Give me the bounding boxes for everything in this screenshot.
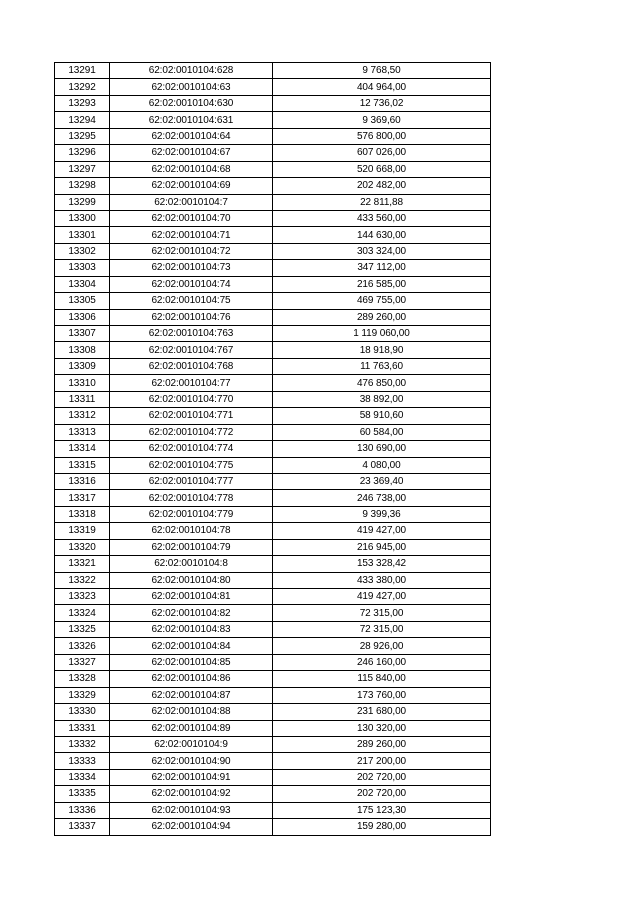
cadastral-value-cell: 130 320,00	[273, 720, 491, 736]
cadastral-number-cell: 62:02:0010104:7	[110, 194, 273, 210]
table-row	[55, 128, 491, 144]
cadastral-number-cell: 62:02:0010104:87	[110, 687, 273, 703]
cadastral-number-cell: 62:02:0010104:90	[110, 753, 273, 769]
cadastral-value-cell: 419 427,00	[273, 589, 491, 605]
cadastral-number-cell: 62:02:0010104:8	[110, 556, 273, 572]
table-row	[55, 589, 491, 605]
cadastral-value-cell: 4 080,00	[273, 457, 491, 473]
table-body	[55, 63, 491, 836]
cadastral-number-cell: 62:02:0010104:777	[110, 473, 273, 489]
row-number-cell: 13317	[55, 490, 110, 506]
row-number-cell: 13334	[55, 769, 110, 785]
cadastral-number-cell: 62:02:0010104:91	[110, 769, 273, 785]
cadastral-value-cell: 404 964,00	[273, 79, 491, 95]
cadastral-value-cell: 72 315,00	[273, 605, 491, 621]
cadastral-value-cell: 144 630,00	[273, 227, 491, 243]
table-row	[55, 457, 491, 473]
cadastral-number-cell: 62:02:0010104:767	[110, 342, 273, 358]
cadastral-number-cell: 62:02:0010104:630	[110, 95, 273, 111]
cadastral-value-cell: 202 720,00	[273, 769, 491, 785]
table-row	[55, 342, 491, 358]
row-number-cell: 13305	[55, 293, 110, 309]
table-row	[55, 112, 491, 128]
cadastral-value-cell: 576 800,00	[273, 128, 491, 144]
cadastral-number-cell: 62:02:0010104:94	[110, 819, 273, 835]
cadastral-number-cell: 62:02:0010104:628	[110, 63, 273, 79]
cadastral-value-cell: 607 026,00	[273, 145, 491, 161]
table-row	[55, 753, 491, 769]
row-number-cell: 13319	[55, 523, 110, 539]
row-number-cell: 13335	[55, 786, 110, 802]
table-row	[55, 506, 491, 522]
table-row	[55, 786, 491, 802]
cadastral-number-cell: 62:02:0010104:67	[110, 145, 273, 161]
row-number-cell: 13324	[55, 605, 110, 621]
cadastral-value-cell: 419 427,00	[273, 523, 491, 539]
row-number-cell: 13323	[55, 589, 110, 605]
cadastral-number-cell: 62:02:0010104:93	[110, 802, 273, 818]
table-row	[55, 523, 491, 539]
row-number-cell: 13302	[55, 243, 110, 259]
cadastral-number-cell: 62:02:0010104:770	[110, 391, 273, 407]
cadastral-value-cell: 130 690,00	[273, 441, 491, 457]
row-number-cell: 13295	[55, 128, 110, 144]
cadastral-number-cell: 62:02:0010104:779	[110, 506, 273, 522]
row-number-cell: 13327	[55, 654, 110, 670]
cadastral-number-cell: 62:02:0010104:70	[110, 210, 273, 226]
cadastral-number-cell: 62:02:0010104:76	[110, 309, 273, 325]
cadastral-value-cell: 469 755,00	[273, 293, 491, 309]
cadastral-value-cell: 9 369,60	[273, 112, 491, 128]
row-number-cell: 13296	[55, 145, 110, 161]
cadastral-number-cell: 62:02:0010104:9	[110, 736, 273, 752]
row-number-cell: 13321	[55, 556, 110, 572]
cadastral-number-cell: 62:02:0010104:80	[110, 572, 273, 588]
table-row	[55, 736, 491, 752]
row-number-cell: 13291	[55, 63, 110, 79]
row-number-cell: 13301	[55, 227, 110, 243]
table-row	[55, 210, 491, 226]
cadastral-value-cell: 202 482,00	[273, 178, 491, 194]
cadastral-value-cell: 520 668,00	[273, 161, 491, 177]
cadastral-value-cell: 433 380,00	[273, 572, 491, 588]
table-row	[55, 819, 491, 835]
cadastral-number-cell: 62:02:0010104:775	[110, 457, 273, 473]
cadastral-value-cell: 476 850,00	[273, 375, 491, 391]
cadastral-value-cell: 60 584,00	[273, 424, 491, 440]
cadastral-value-cell: 217 200,00	[273, 753, 491, 769]
cadastral-value-cell: 28 926,00	[273, 638, 491, 654]
table-row	[55, 473, 491, 489]
row-number-cell: 13330	[55, 704, 110, 720]
cadastral-value-table	[54, 62, 491, 836]
table-row	[55, 79, 491, 95]
table-row	[55, 293, 491, 309]
row-number-cell: 13322	[55, 572, 110, 588]
row-number-cell: 13313	[55, 424, 110, 440]
row-number-cell: 13308	[55, 342, 110, 358]
table-row	[55, 802, 491, 818]
cadastral-number-cell: 62:02:0010104:77	[110, 375, 273, 391]
cadastral-number-cell: 62:02:0010104:83	[110, 621, 273, 637]
cadastral-number-cell: 62:02:0010104:85	[110, 654, 273, 670]
cadastral-value-cell: 23 369,40	[273, 473, 491, 489]
table-row	[55, 63, 491, 79]
cadastral-number-cell: 62:02:0010104:772	[110, 424, 273, 440]
cadastral-value-cell: 153 328,42	[273, 556, 491, 572]
table-row	[55, 605, 491, 621]
row-number-cell: 13320	[55, 539, 110, 555]
row-number-cell: 13315	[55, 457, 110, 473]
table-row	[55, 358, 491, 374]
cadastral-number-cell: 62:02:0010104:68	[110, 161, 273, 177]
cadastral-value-cell: 115 840,00	[273, 671, 491, 687]
table-row	[55, 769, 491, 785]
cadastral-value-cell: 1 119 060,00	[273, 326, 491, 342]
cadastral-number-cell: 62:02:0010104:72	[110, 243, 273, 259]
cadastral-value-cell: 347 112,00	[273, 260, 491, 276]
table-row	[55, 654, 491, 670]
cadastral-number-cell: 62:02:0010104:86	[110, 671, 273, 687]
row-number-cell: 13294	[55, 112, 110, 128]
row-number-cell: 13297	[55, 161, 110, 177]
table-row	[55, 178, 491, 194]
table-row	[55, 161, 491, 177]
table-row	[55, 539, 491, 555]
row-number-cell: 13331	[55, 720, 110, 736]
cadastral-value-cell: 289 260,00	[273, 309, 491, 325]
row-number-cell: 13306	[55, 309, 110, 325]
table-row	[55, 145, 491, 161]
row-number-cell: 13307	[55, 326, 110, 342]
row-number-cell: 13333	[55, 753, 110, 769]
cadastral-number-cell: 62:02:0010104:778	[110, 490, 273, 506]
row-number-cell: 13336	[55, 802, 110, 818]
table-row	[55, 441, 491, 457]
cadastral-value-cell: 22 811,88	[273, 194, 491, 210]
cadastral-number-cell: 62:02:0010104:88	[110, 704, 273, 720]
cadastral-value-cell: 216 585,00	[273, 276, 491, 292]
table-row	[55, 556, 491, 572]
cadastral-value-cell: 9 399,36	[273, 506, 491, 522]
cadastral-value-cell: 433 560,00	[273, 210, 491, 226]
cadastral-value-cell: 303 324,00	[273, 243, 491, 259]
table-row	[55, 95, 491, 111]
table-row	[55, 704, 491, 720]
cadastral-number-cell: 62:02:0010104:75	[110, 293, 273, 309]
row-number-cell: 13311	[55, 391, 110, 407]
cadastral-value-cell: 216 945,00	[273, 539, 491, 555]
cadastral-number-cell: 62:02:0010104:74	[110, 276, 273, 292]
row-number-cell: 13332	[55, 736, 110, 752]
row-number-cell: 13326	[55, 638, 110, 654]
cadastral-value-cell: 173 760,00	[273, 687, 491, 703]
cadastral-value-cell: 289 260,00	[273, 736, 491, 752]
table-row	[55, 687, 491, 703]
table-row	[55, 227, 491, 243]
table-row	[55, 621, 491, 637]
row-number-cell: 13314	[55, 441, 110, 457]
table-row	[55, 309, 491, 325]
cadastral-number-cell: 62:02:0010104:771	[110, 408, 273, 424]
cadastral-number-cell: 62:02:0010104:71	[110, 227, 273, 243]
row-number-cell: 13337	[55, 819, 110, 835]
cadastral-value-cell: 246 738,00	[273, 490, 491, 506]
row-number-cell: 13312	[55, 408, 110, 424]
row-number-cell: 13300	[55, 210, 110, 226]
table-row	[55, 424, 491, 440]
row-number-cell: 13318	[55, 506, 110, 522]
cadastral-value-cell: 12 736,02	[273, 95, 491, 111]
cadastral-value-cell: 11 763,60	[273, 358, 491, 374]
row-number-cell: 13299	[55, 194, 110, 210]
row-number-cell: 13293	[55, 95, 110, 111]
cadastral-number-cell: 62:02:0010104:79	[110, 539, 273, 555]
cadastral-number-cell: 62:02:0010104:69	[110, 178, 273, 194]
table-row	[55, 572, 491, 588]
row-number-cell: 13303	[55, 260, 110, 276]
table-row	[55, 720, 491, 736]
cadastral-value-cell: 9 768,50	[273, 63, 491, 79]
cadastral-number-cell: 62:02:0010104:63	[110, 79, 273, 95]
table-row	[55, 326, 491, 342]
row-number-cell: 13329	[55, 687, 110, 703]
row-number-cell: 13298	[55, 178, 110, 194]
row-number-cell: 13304	[55, 276, 110, 292]
table-row	[55, 260, 491, 276]
row-number-cell: 13328	[55, 671, 110, 687]
table-row	[55, 490, 491, 506]
row-number-cell: 13316	[55, 473, 110, 489]
cadastral-value-cell: 72 315,00	[273, 621, 491, 637]
cadastral-number-cell: 62:02:0010104:92	[110, 786, 273, 802]
cadastral-number-cell: 62:02:0010104:774	[110, 441, 273, 457]
cadastral-value-cell: 175 123,30	[273, 802, 491, 818]
row-number-cell: 13292	[55, 79, 110, 95]
cadastral-value-cell: 202 720,00	[273, 786, 491, 802]
table-row	[55, 243, 491, 259]
cadastral-number-cell: 62:02:0010104:82	[110, 605, 273, 621]
cadastral-number-cell: 62:02:0010104:89	[110, 720, 273, 736]
cadastral-number-cell: 62:02:0010104:84	[110, 638, 273, 654]
cadastral-value-cell: 159 280,00	[273, 819, 491, 835]
table-row	[55, 391, 491, 407]
cadastral-number-cell: 62:02:0010104:73	[110, 260, 273, 276]
cadastral-value-cell: 18 918,90	[273, 342, 491, 358]
row-number-cell: 13325	[55, 621, 110, 637]
table-row	[55, 671, 491, 687]
table-row	[55, 375, 491, 391]
cadastral-value-cell: 231 680,00	[273, 704, 491, 720]
table-row	[55, 408, 491, 424]
cadastral-number-cell: 62:02:0010104:631	[110, 112, 273, 128]
table-row	[55, 276, 491, 292]
cadastral-value-cell: 246 160,00	[273, 654, 491, 670]
table-row	[55, 638, 491, 654]
row-number-cell: 13309	[55, 358, 110, 374]
cadastral-value-cell: 38 892,00	[273, 391, 491, 407]
cadastral-number-cell: 62:02:0010104:78	[110, 523, 273, 539]
row-number-cell: 13310	[55, 375, 110, 391]
table-row	[55, 194, 491, 210]
cadastral-number-cell: 62:02:0010104:763	[110, 326, 273, 342]
cadastral-number-cell: 62:02:0010104:768	[110, 358, 273, 374]
cadastral-number-cell: 62:02:0010104:64	[110, 128, 273, 144]
cadastral-value-cell: 58 910,60	[273, 408, 491, 424]
cadastral-number-cell: 62:02:0010104:81	[110, 589, 273, 605]
